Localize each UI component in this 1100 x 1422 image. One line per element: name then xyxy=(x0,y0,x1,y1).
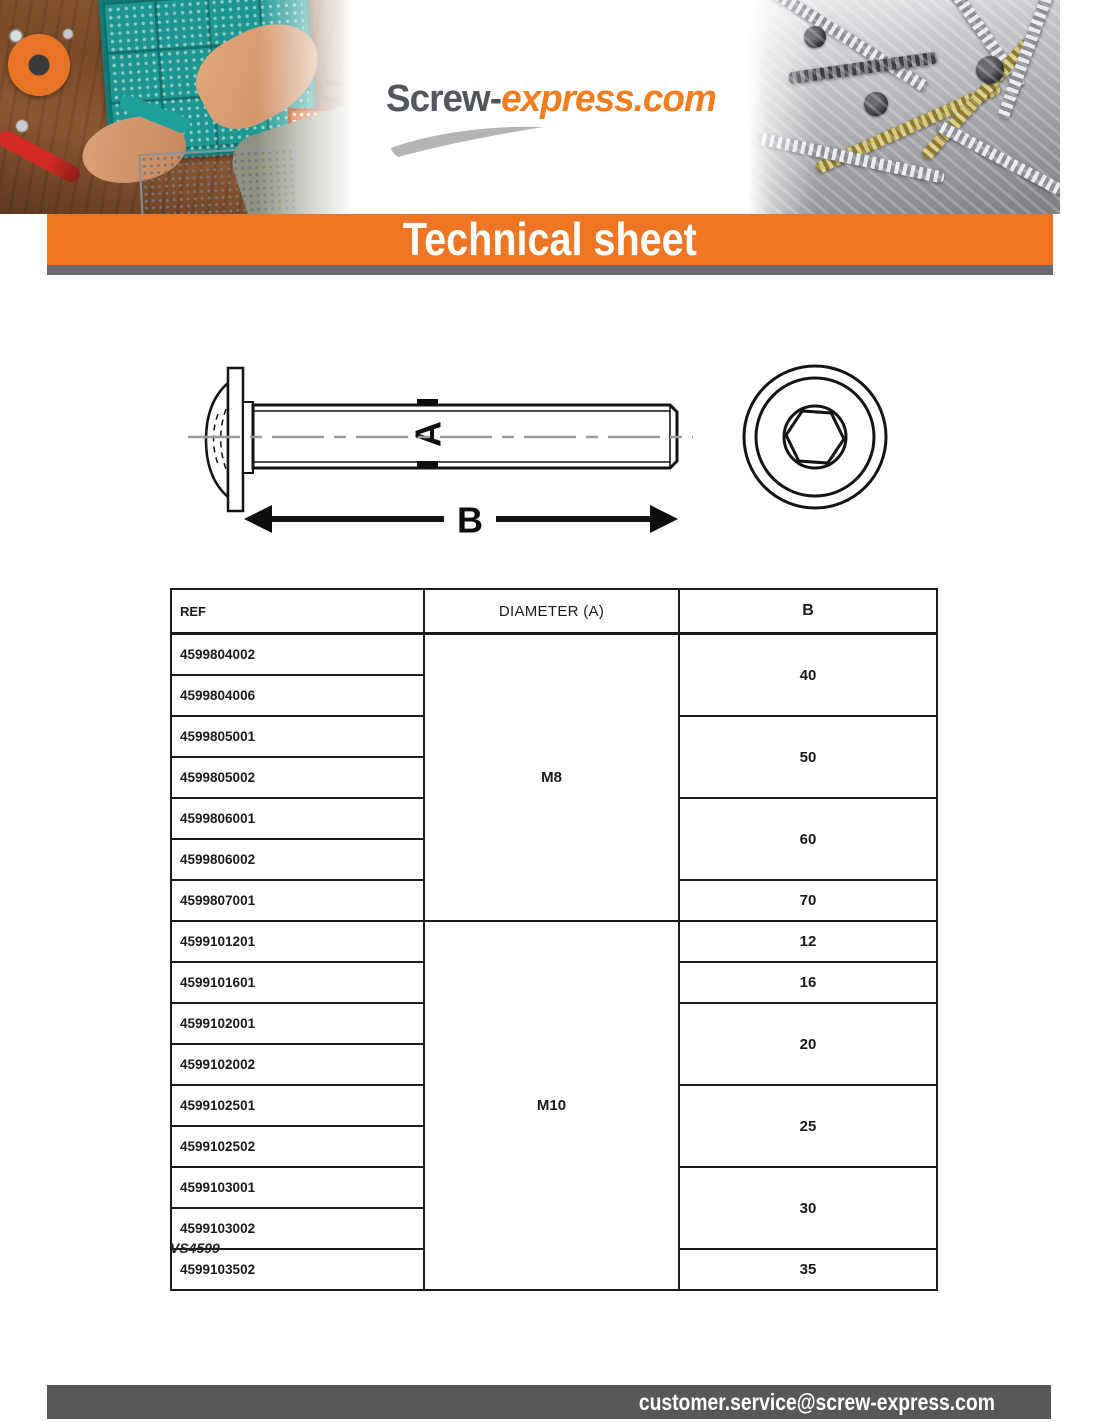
flange xyxy=(228,368,243,511)
banner-underline-strip xyxy=(47,265,1053,275)
ref-cell: 4599804006 xyxy=(171,675,424,716)
logo-swoosh xyxy=(388,120,558,165)
dimension-a-tick xyxy=(417,461,438,468)
length-cell: 35 xyxy=(679,1249,937,1290)
length-cell: 12 xyxy=(679,921,937,962)
title-banner xyxy=(47,214,1053,265)
dimension-b-label: B xyxy=(457,499,483,541)
length-cell: 16 xyxy=(679,962,937,1003)
screw-technical-drawing xyxy=(180,352,900,557)
ref-cell: 4599101601 xyxy=(171,962,424,1003)
ref-cell: 4599805002 xyxy=(171,757,424,798)
arrowhead-right xyxy=(650,505,678,533)
spec-table xyxy=(170,588,938,1291)
ref-cell: 4599102502 xyxy=(171,1126,424,1167)
length-cell: 40 xyxy=(679,634,937,717)
ref-cell: 4599804002 xyxy=(171,634,424,676)
ref-cell: 4599103002 xyxy=(171,1208,424,1249)
document-code: VS4599 xyxy=(170,1240,220,1256)
ref-cell: 4599806001 xyxy=(171,798,424,839)
button-head-dome xyxy=(206,383,228,497)
spec-table-body xyxy=(171,634,937,1291)
length-cell: 25 xyxy=(679,1085,937,1167)
header-photo-workbench xyxy=(0,0,357,214)
table-row xyxy=(171,634,937,676)
diameter-cell: M10 xyxy=(424,921,679,1290)
dimension-a-label: A xyxy=(407,421,449,447)
header-ref: REF xyxy=(171,589,424,634)
ref-cell: 4599102501 xyxy=(171,1085,424,1126)
diameter-cell: M8 xyxy=(424,634,679,922)
dimension-a-tick xyxy=(417,399,438,406)
arrowhead-left xyxy=(244,505,272,533)
logo-text-primary: Screw- xyxy=(386,78,502,120)
length-cell: 30 xyxy=(679,1167,937,1249)
footer-bar xyxy=(47,1385,1051,1419)
header-diameter: DIAMETER (A) xyxy=(424,589,679,634)
header-b: B xyxy=(679,589,937,634)
ref-cell: 4599101201 xyxy=(171,921,424,962)
page-title: Technical sheet xyxy=(403,213,697,265)
length-cell: 70 xyxy=(679,880,937,921)
logo-text-secondary: express.com xyxy=(501,78,716,120)
length-cell: 50 xyxy=(679,716,937,798)
ref-cell: 4599805001 xyxy=(171,716,424,757)
logo xyxy=(386,78,716,121)
table-header-row xyxy=(171,589,937,634)
flange-circle xyxy=(744,366,886,508)
length-cell: 20 xyxy=(679,1003,937,1085)
ref-cell: 4599807001 xyxy=(171,880,424,921)
length-cell: 60 xyxy=(679,798,937,880)
photo-fade xyxy=(748,0,1060,214)
ref-cell: 4599102002 xyxy=(171,1044,424,1085)
ref-cell: 4599102001 xyxy=(171,1003,424,1044)
photo-fade xyxy=(0,0,357,214)
ref-cell: 4599103001 xyxy=(171,1167,424,1208)
table-row xyxy=(171,921,937,962)
ref-cell: 4599103502 xyxy=(171,1249,424,1290)
ref-cell: 4599806002 xyxy=(171,839,424,880)
email-link[interactable]: customer.service@screw-express.com xyxy=(638,1389,995,1415)
header-photo-screws xyxy=(748,0,1060,214)
